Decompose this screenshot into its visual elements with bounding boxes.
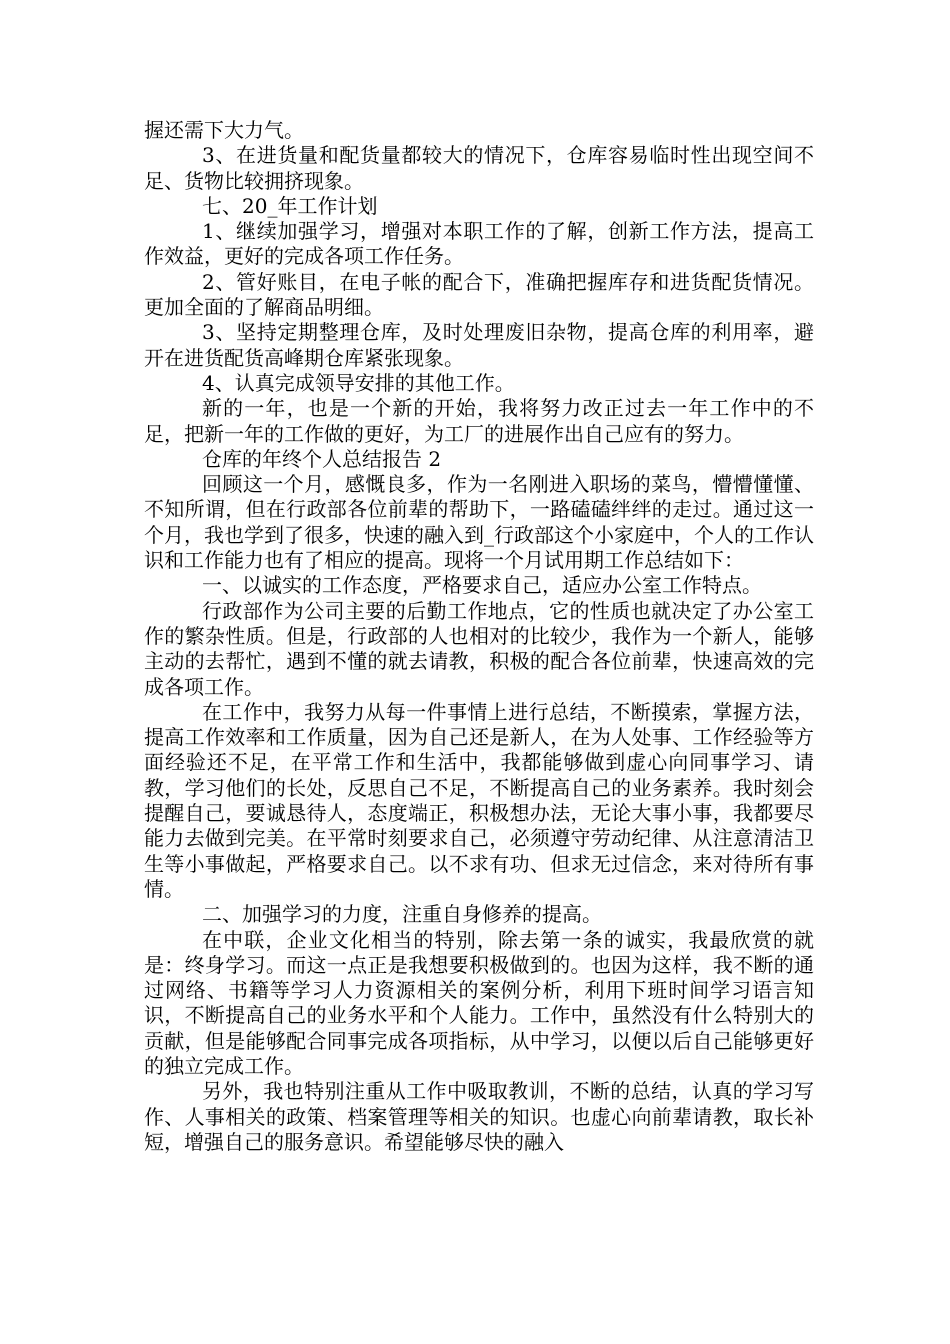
- paragraph-new-year: 新的一年，也是一个新的开始，我将努力改正过去一年工作中的不足，把新一年的工作做的更好，为工厂的进展作出自己应有的努力。: [144, 396, 814, 446]
- paragraph-review: 回顾这一个月，感慨良多，作为一名刚进入职场的菜鸟，懵懵懂懂、不知所谓，但在行政部各位前辈的帮助下，一路磕磕绊绊的走过。通过这一个月，我也学到了很多，快速的融入到_行政部这个小家庭中，个人的工作认识和工作能力也有了相应的提高。现将一个月试用期工作总结如下：: [144, 472, 814, 573]
- plan-item-1: 1、继续加强学习，增强对本职工作的了解，创新工作方法，提高工作效益，更好的完成各项工作任务。: [144, 219, 814, 269]
- paragraph-additionally: 另外，我也特别注重从工作中吸取教训，不断的总结，认真的学习写作、人事相关的政策、档案管理等相关的知识。也虚心向前辈请教，取长补短，增强自己的服务意识。希望能够尽快的融入: [144, 1079, 814, 1154]
- section-heading-learning: 二、加强学习的力度，注重自身修养的提高。: [202, 902, 602, 927]
- paragraph-admin-department: 行政部作为公司主要的后勤工作地点，它的性质也就决定了办公室工作的繁杂性质。但是，行政部的人也相对的比较少，我作为一个新人，能够主动的去帮忙，遇到不懂的就去请教，积极的配合各位前辈，快速高效的完成各项工作。: [144, 598, 814, 699]
- plan-item-4: 4、认真完成领导安排的其他工作。: [202, 370, 515, 395]
- plan-item-2: 2、管好账目，在电子帐的配合下，准确把握库存和进货配货情况。更加全面的了解商品明细。: [144, 269, 814, 320]
- paragraph-item-3-space: 3、在进货量和配货量都较大的情况下，仓库容易临时性出现空间不足、货物比较拥挤现象。: [144, 143, 814, 193]
- plan-item-3: 3、坚持定期整理仓库，及时处理废旧杂物，提高仓库的利用率，避开在进货配货高峰期仓库紧张现象。: [144, 320, 814, 370]
- paragraph-zhonglian: 在中联，企业文化相当的特别，除去第一条的诚实，我最欣赏的就是：终身学习。而这一点正是我想要积极做到的。也因为这样，我不断的通过网络、书籍等学习人力资源相关的案例分析，利用下班时间学习语言知识，不断提高自己的业务水平和个人能力。工作中，虽然没有什么特别大的贡献，但是能够配合同事完成各项指标，从中学习，以便以后自己能够更好的独立完成工作。: [144, 927, 814, 1078]
- document-body: [144, 118, 814, 1155]
- section-heading-honest-attitude: 一、以诚实的工作态度，严格要求自己，适应办公室工作特点。: [202, 573, 762, 598]
- paragraph-in-work: 在工作中，我努力从每一件事情上进行总结，不断摸索，掌握方法，提高工作效率和工作质量，因为自己还是新人，在为人处事、工作经验等方面经验还不足，在平常工作和生活中，我都能够做到虚心向同事学习、请教，学习他们的长处，反思自己不足，不断提高自己的业务素养。我时刻会提醒自己，要诚恳待人，态度端正，积极想办法，无论大事小事，我都要尽能力去做到完美。在平常时刻要求自己，必须遵守劳动纪律、从注意清洁卫生等小事做起，严格要求自己。以不求有功、但求无过信念，来对待所有事情。: [144, 699, 814, 901]
- report-title-2: 仓库的年终个人总结报告 2: [202, 446, 442, 471]
- section-heading-work-plan: 七、20_年工作计划: [202, 193, 378, 218]
- paragraph-continuation: 握还需下大力气。: [144, 118, 304, 142]
